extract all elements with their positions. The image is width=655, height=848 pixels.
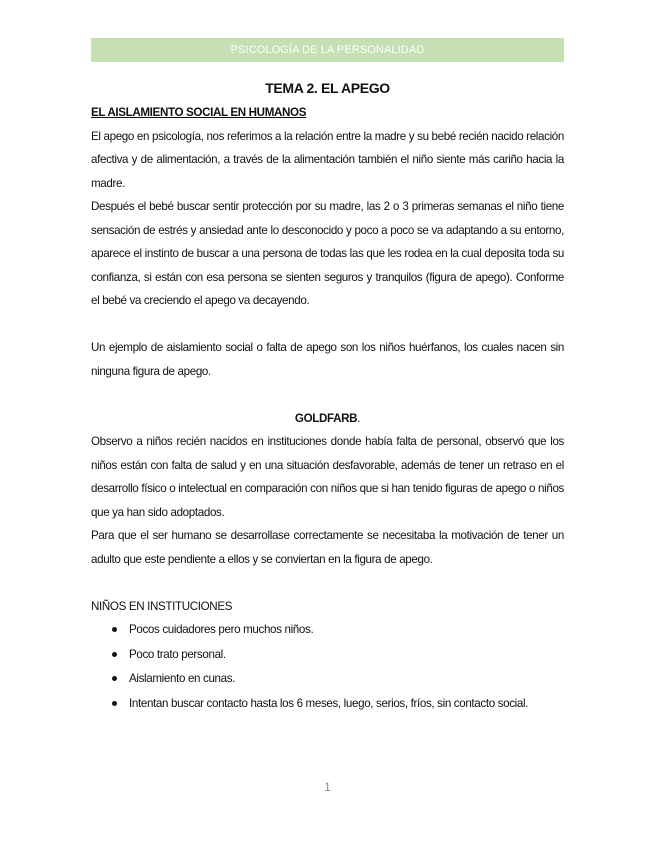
section-heading-aislamiento: EL AISLAMIENTO SOCIAL EN HUMANOS — [91, 106, 307, 119]
paragraph-goldfarb-observacion: Observo a niños recién nacidos en instituciones donde había falta de personal, observó que los niños están con falta de salud y en una situación desfavorable, además de tener un retraso en el desarrollo físico o intelectual en comparación con niños que si han tenido figuras de apego o niños que ya han sido adoptados. — [91, 435, 564, 519]
blank-line — [91, 383, 564, 407]
document-title: TEMA 2. EL APEGO — [265, 80, 390, 96]
goldfarb-heading-suffix: . — [357, 411, 361, 425]
paragraph-proteccion: Después el bebé buscar sentir protección por su madre, las 2 o 3 primeras semanas el niño tiene sensación de estrés y ansiedad ante lo desconocido y poco a poco se va adaptando a su entorno, aparece el instinto de buscar a una persona de todas las que les rodea en la cual deposita toda su confianza, si están con esa persona se sienten seguros y tranquilos (figura de apego). Conforme el bebé va creciendo el apego va decayendo. — [91, 200, 564, 307]
blank-line — [91, 571, 564, 595]
bullet-icon — [112, 652, 117, 657]
blank-line — [91, 313, 564, 337]
list-item: Pocos cuidadores pero muchos niños. — [91, 618, 564, 643]
bullet-list — [91, 618, 564, 716]
document-body — [91, 77, 564, 716]
page-number: 1 — [324, 780, 331, 794]
bullet-icon — [112, 627, 117, 632]
paragraph-ejemplo-aislamiento: Un ejemplo de aislamiento social o falta de apego son los niños huérfanos, los cuales nacen sin ninguna figura de apego. — [91, 341, 564, 378]
list-item: Poco trato personal. — [91, 643, 564, 668]
list-title-instituciones: NIÑOS EN INSTITUCIONES — [91, 599, 233, 613]
goldfarb-heading — [91, 407, 564, 431]
goldfarb-heading-text: GOLDFARB — [294, 411, 358, 425]
list-item: Intentan buscar contacto hasta los 6 meses, luego, serios, fríos, sin contacto social. — [91, 692, 564, 717]
running-header — [91, 38, 564, 62]
bullet-icon — [112, 701, 117, 706]
running-header-text: PSICOLOGÍA DE LA PERSONALIDAD — [230, 44, 425, 56]
bullet-icon — [112, 676, 117, 681]
list-item: Aislamiento en cunas. — [91, 667, 564, 692]
paragraph-apego-definicion: El apego en psicología, nos referimos a la relación entre la madre y su bebé recién nacido relación afectiva y de alimentación, a través de la alimentación también el niño siente más cariño hacia la madre. — [91, 129, 564, 190]
paragraph-goldfarb-motivacion: Para que el ser humano se desarrollase correctamente se necesitaba la motivación de tener un adulto que este pendiente a ellos y se conviertan en la figura de apego. — [91, 529, 564, 566]
